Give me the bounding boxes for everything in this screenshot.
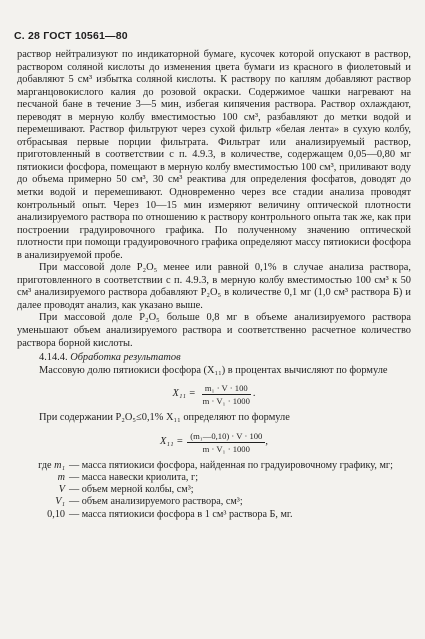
definition-symbol	[17, 496, 69, 508]
formula-denominator: m · V₁ · 1000	[202, 443, 250, 454]
definition-var: m₁	[54, 459, 65, 471]
formula-denominator: m · V₁ · 1000	[202, 396, 250, 407]
formula-tail: ,	[265, 435, 268, 447]
definition-text: — масса пятиокиси фосфора, найденная по градуировочному графику, мг;	[69, 459, 393, 471]
definition-symbol	[17, 460, 69, 472]
paragraph-low-p2o5: При массовой доле P₂O₅ менее или равной 0,1% в случае анализа раствора, приготовленного в соответствии с п. 4.9.3, в мерную колбу вместимостью 100 см³ к 50 см³ анализируемого раствора добавляют P₂O₅ в количестве 0,1 мг (1,0 см³ раствора Б) и далее проводят анализ, как указано выше.	[17, 262, 411, 311]
formula-numerator: (m₁—0,10) · V · 100	[187, 431, 265, 443]
formula-numerator: m₁ · V · 100	[202, 383, 251, 395]
definition-text: — масса пятиокиси фосфора в 1 см³ раствора Б, мг.	[69, 508, 293, 520]
definition-row	[17, 472, 411, 484]
section-heading	[17, 352, 411, 365]
formula-lhs: X₁₁ =	[160, 435, 184, 447]
page-body	[17, 49, 411, 521]
definition-row	[17, 460, 411, 472]
formula-fraction	[187, 431, 265, 454]
definition-var: V₁	[55, 496, 65, 508]
paragraph-formula-intro: Массовую долю пятиокиси фосфора (X₁₁) в процентах вычисляют по формуле	[39, 364, 388, 376]
formula-lhs: X₁₁ =	[172, 388, 196, 400]
paragraph-formula2-intro: При содержании P₂O₅≤0,1% X₁₁ определяют по формуле	[39, 412, 290, 424]
definition-var: V	[58, 484, 65, 496]
section-title: Обработка результатов	[70, 352, 181, 364]
running-header: С. 28 ГОСТ 10561—80	[14, 30, 128, 42]
variable-definitions	[17, 460, 411, 521]
definition-prefix: где	[38, 459, 52, 471]
definition-row	[17, 484, 411, 496]
definition-text: — объем мерной колбы, см³;	[69, 484, 194, 496]
definition-row	[17, 509, 411, 521]
definition-var: 0,10	[47, 508, 65, 520]
definition-text: — масса навески криолита, г;	[69, 471, 199, 483]
definition-symbol	[17, 472, 69, 484]
definition-symbol	[17, 509, 69, 521]
section-number: 4.14.4.	[39, 352, 68, 364]
definition-symbol	[17, 484, 69, 496]
paragraph-high-p2o5: При массовой доле P₂O₅ больше 0,8 мг в объеме анализируемого раствора уменьшают объем анализируемого раствора и соответственно расчетное количество раствора борной кислоты.	[17, 312, 411, 349]
formula-fraction	[200, 383, 253, 406]
formula-tail: .	[252, 388, 256, 400]
definition-text: — объем анализируемого раствора, см³;	[69, 496, 243, 508]
paragraph-procedure: раствор нейтрализуют по индикаторной бумаге, кусочек которой опускают в раствор, раствором соляной кислоты до изменения цвета бумаги из красного в фиолетовый и добавляют 5 см³ избытка соляной кислоты. К раствору по каплям добавляют раствор марганцовокислого калия до розовой окраски. Содержимое чашки нагревают на песчаной бане в течение 3—5 мин, избегая кипячения раствора. Раствор охлаждают, переводят в мерную колбу вместимостью 100 см³, разбавляют до метки водой и перемешивают. Раствор фильтруют через сухой фильтр «белая лента» в сухую колбу, отбрасывая первые порции фильтрата. Фильтрат или анализируемый раствор, приготовленный в соответствии с п. 4.9.3, в количестве, содержащем 0,05—0,80 мг пятиокиси фосфора, помещают в мерную колбу вместимостью 100 см³, приливают воду до объема примерно 50 см³, 30 см³ реактива для определения фосфатов, доводят до метки водой и перемешивают. Одновременно через все стадии анализа проводят контрольный опыт. Через 10—15 мин измеряют величину оптической плотности анализируемого раствора по отношению к раствору контрольного опыта так же, как при построении градуировочного графика. По полученному значению оптической плотности при помощи градуировочного графика определяют массу пятиокиси фосфора в анализируемой пробе.	[17, 49, 411, 261]
formula-x11	[17, 383, 411, 406]
definition-var: m	[57, 471, 65, 483]
definition-row	[17, 496, 411, 508]
formula-x11-low	[17, 431, 411, 454]
